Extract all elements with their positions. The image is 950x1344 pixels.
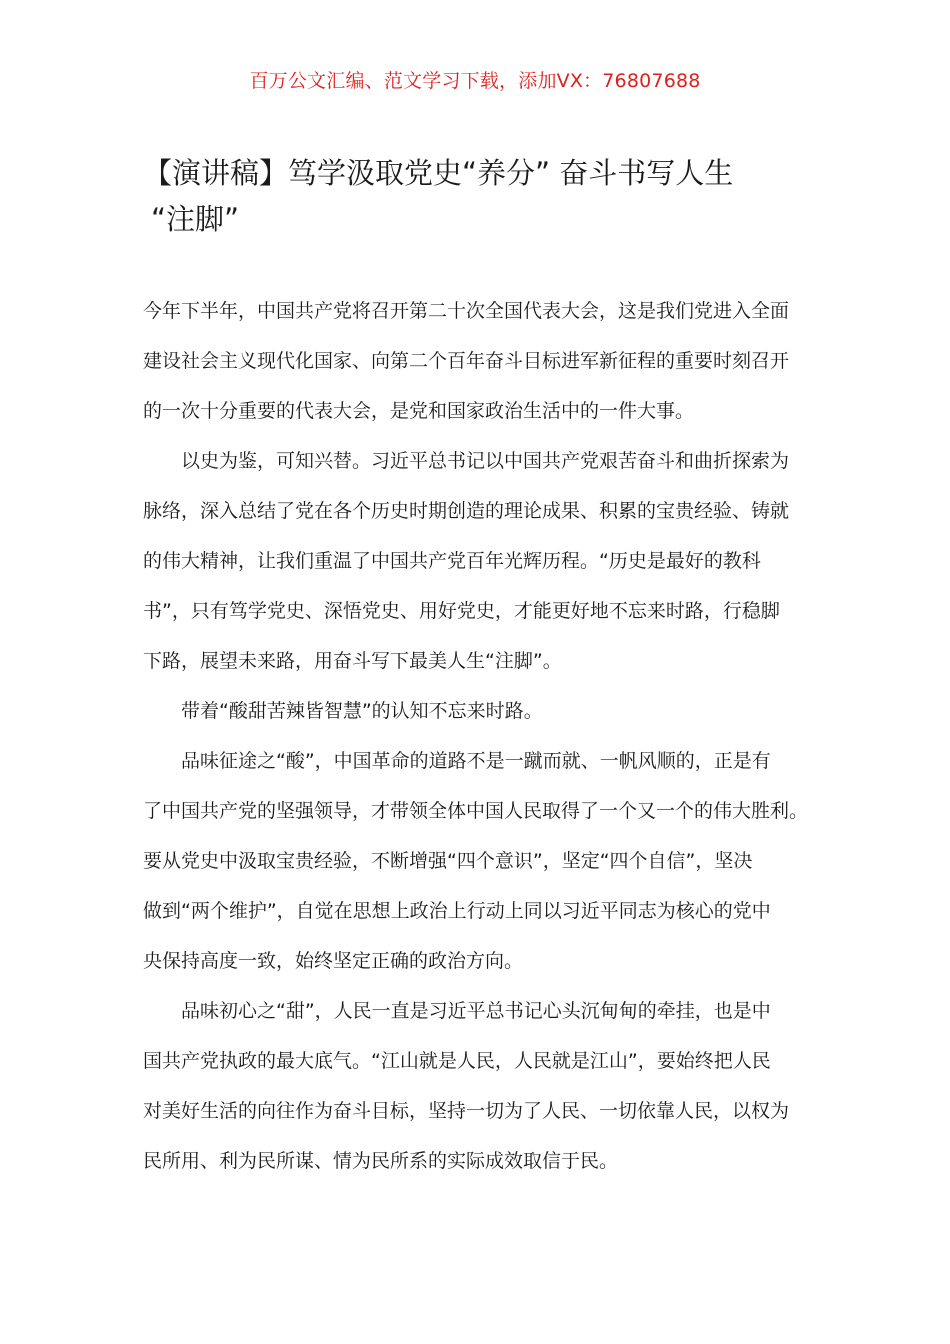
text-line: 做到“两个维护”，自觉在思想上政治上行动上同以习近平同志为核心的党中 — [143, 900, 771, 922]
text-line: 的一次十分重要的代表大会，是党和国家政治生活中的一件大事。 — [143, 400, 695, 422]
paragraph-2 — [143, 436, 808, 686]
text-line: 脉络，深入总结了党在各个历史时期创造的理论成果、积累的宝贵经验、铸就 — [143, 500, 790, 522]
text-line: 书”，只有笃学党史、深悟党史、用好党史，才能更好地不忘来时路，行稳脚 — [143, 600, 780, 622]
text-line: 对美好生活的向往作为奋斗目标，坚持一切为了人民、一切依靠人民，以权为 — [143, 1100, 790, 1122]
text-line: 了中国共产党的坚强领导，才带领全体中国人民取得了一个又一个的伟大胜利。 — [143, 800, 809, 822]
text-line: 带着“酸甜苦辣皆智慧”的认知不忘来时路。 — [181, 700, 543, 722]
text-line: 要从党史中汲取宝贵经验，不断增强“四个意识”，坚定“四个自信”，坚决 — [143, 850, 753, 872]
text-line: 的伟大精神，让我们重温了中国共产党百年光辉历程。“历史是最好的教科 — [143, 550, 761, 572]
text-line: 央保持高度一致，始终坚定正确的政治方向。 — [143, 950, 524, 972]
text-line: 今年下半年，中国共产党将召开第二十次全国代表大会，这是我们党进入全面 — [143, 300, 790, 322]
text-line: 建设社会主义现代化国家、向第二个百年奋斗目标进军新征程的重要时刻召开 — [143, 350, 790, 372]
text-line: 品味初心之“甜”，人民一直是习近平总书记心头沉甸甸的牵挂，也是中 — [181, 1000, 771, 1022]
paragraph-3 — [143, 686, 808, 736]
header-banner: 百万公文汇编、范文学习下载，添加VX：76807688 — [249, 70, 701, 92]
text-line: 以史为鉴，可知兴替。习近平总书记以中国共产党艰苦奋斗和曲折探索为 — [181, 450, 790, 472]
title-line-2: “注脚” — [151, 202, 240, 236]
text-line: 民所用、利为民所谋、情为民所系的实际成效取信于民。 — [143, 1150, 619, 1172]
paragraph-1 — [143, 286, 808, 436]
text-line: 国共产党执政的最大底气。“江山就是人民，人民就是江山”，要始终把人民 — [143, 1050, 771, 1072]
text-line: 品味征途之“酸”，中国革命的道路不是一蹴而就、一帆风顺的，正是有 — [181, 750, 771, 772]
paragraph-4 — [143, 736, 808, 986]
paragraph-5 — [143, 986, 808, 1186]
text-line: 下路，展望未来路，用奋斗写下最美人生“注脚”。 — [143, 650, 562, 672]
title-line-1: 【演讲稿】笃学汲取党史“养分” 奋斗书写人生 — [143, 156, 734, 190]
document-body — [143, 286, 808, 1186]
page-title — [143, 150, 823, 242]
